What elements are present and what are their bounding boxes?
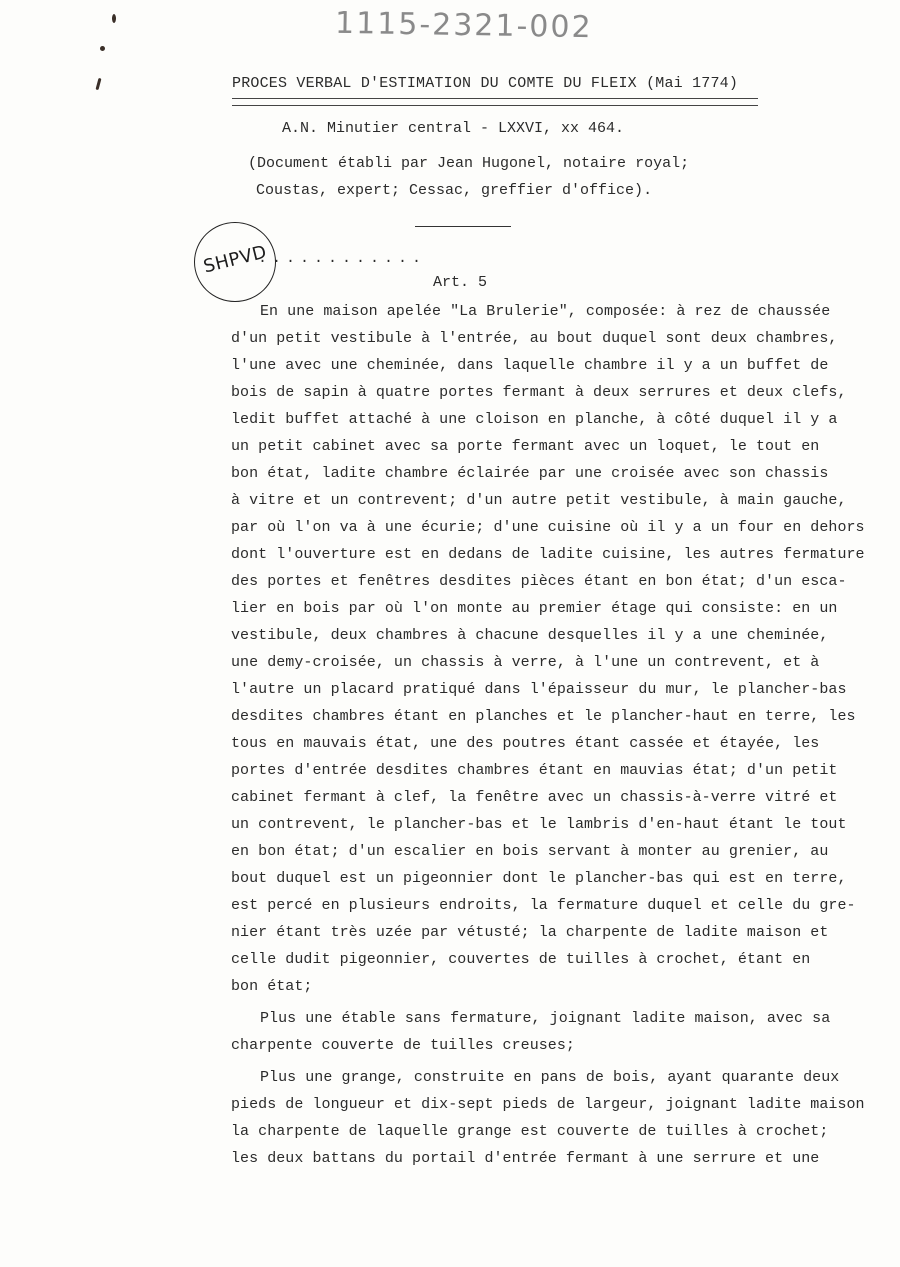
text-line: Plus une étable sans fermature, joignant ladite maison, avec sa bbox=[260, 1010, 831, 1027]
text-line: portes d'entrée desdites chambres étant en mauvias état; d'un petit bbox=[231, 762, 838, 779]
text-line: pieds de longueur et dix-sept pieds de largeur, joignant ladite maison bbox=[231, 1096, 865, 1113]
text-line: par où l'on va à une écurie; d'une cuisine où il y a un four en dehors bbox=[231, 519, 865, 536]
text-line: un contrevent, le plancher-bas et le lambris d'en-haut étant le tout bbox=[231, 816, 847, 833]
text-line: la charpente de laquelle grange est couverte de tuilles à crochet; bbox=[231, 1123, 829, 1140]
text-line: est percé en plusieurs endroits, la fermature duquel et celle du gre- bbox=[231, 897, 856, 914]
text-line: tous en mauvais état, une des poutres étant cassée et étayée, les bbox=[231, 735, 820, 752]
text-line: desdites chambres étant en planches et le plancher-haut en terre, les bbox=[231, 708, 856, 725]
text-line: bout duquel est un pigeonnier dont le plancher-bas qui est en terre, bbox=[231, 870, 847, 887]
stamp-text: SHPVD bbox=[201, 241, 270, 278]
text-line: charpente couverte de tuilles creuses; bbox=[231, 1037, 575, 1054]
text-line: ledit buffet attaché à une cloison en planche, à côté duquel il y a bbox=[231, 411, 838, 428]
text-line: l'autre un placard pratiqué dans l'épaisseur du mur, le plancher-bas bbox=[231, 681, 847, 698]
text-line: une demy-croisée, un chassis à verre, à l'une un contrevent, et à bbox=[231, 654, 820, 671]
text-line: lier en bois par où l'on monte au premier étage qui consiste: en un bbox=[231, 600, 838, 617]
text-line: l'une avec une cheminée, dans laquelle chambre il y a un buffet de bbox=[231, 357, 829, 374]
ink-mark bbox=[95, 78, 101, 90]
text-line: bois de sapin à quatre portes fermant à deux serrures et deux clefs, bbox=[231, 384, 847, 401]
text-line: celle dudit pigeonnier, couvertes de tuilles à crochet, étant en bbox=[231, 951, 811, 968]
title-double-rule bbox=[232, 98, 758, 106]
text-line: Plus une grange, construite en pans de bois, ayant quarante deux bbox=[260, 1069, 840, 1086]
text-line: en bon état; d'un escalier en bois servant à monter au grenier, au bbox=[231, 843, 829, 860]
ellipsis: ............ bbox=[258, 250, 427, 267]
document-title: PROCES VERBAL D'ESTIMATION DU COMTE DU FLEIX (Mai 1774) bbox=[232, 75, 739, 92]
text-line: vestibule, deux chambres à chacune desquelles il y a une cheminée, bbox=[231, 627, 829, 644]
text-line: des portes et fenêtres desdites pièces étant en bon état; d'un esca- bbox=[231, 573, 847, 590]
separator-rule bbox=[415, 226, 511, 227]
text-line: nier étant très uzée par vétusté; la charpente de ladite maison et bbox=[231, 924, 829, 941]
ink-mark bbox=[100, 46, 105, 51]
text-line: bon état; bbox=[231, 978, 313, 995]
credits-line: (Document établi par Jean Hugonel, notaire royal; bbox=[248, 155, 690, 172]
text-line: En une maison apelée "La Brulerie", composée: à rez de chaussée bbox=[260, 303, 831, 320]
text-line: les deux battans du portail d'entrée fermant à une serrure et une bbox=[231, 1150, 820, 1167]
text-line: dont l'ouverture est en dedans de ladite cuisine, les autres fermature bbox=[231, 546, 865, 563]
article-heading: Art. 5 bbox=[433, 274, 488, 291]
text-line: bon état, ladite chambre éclairée par une croisée avec son chassis bbox=[231, 465, 829, 482]
text-line: d'un petit vestibule à l'entrée, au bout duquel sont deux chambres, bbox=[231, 330, 838, 347]
ink-mark bbox=[112, 14, 116, 23]
archive-source: A.N. Minutier central - LXXVI, xx 464. bbox=[282, 120, 625, 137]
text-line: cabinet fermant à clef, la fenêtre avec un chassis-à-verre vitré et bbox=[231, 789, 838, 806]
text-line: à vitre et un contrevent; d'un autre petit vestibule, à main gauche, bbox=[231, 492, 847, 509]
archive-reference-number: 1115-2321-002 bbox=[334, 5, 593, 46]
text-line: un petit cabinet avec sa porte fermant avec un loquet, le tout en bbox=[231, 438, 820, 455]
credits-line: Coustas, expert; Cessac, greffier d'office). bbox=[256, 182, 653, 199]
